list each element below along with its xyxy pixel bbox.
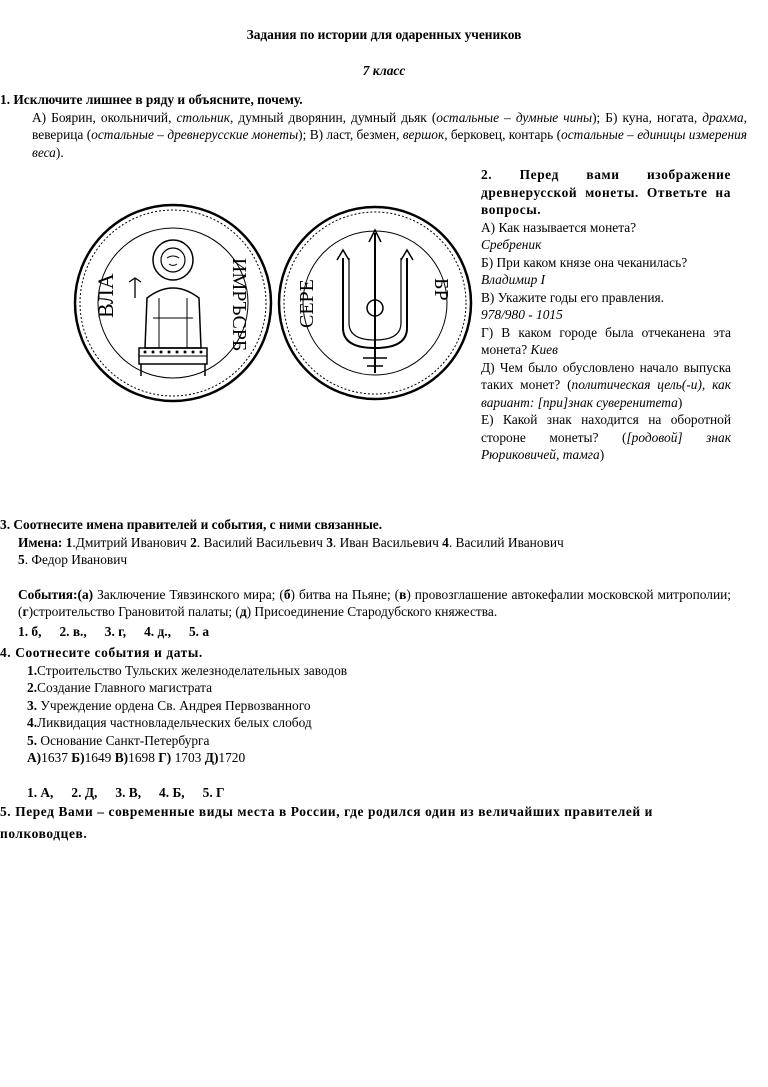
q3-name-num: 5: [18, 552, 25, 567]
q1-odd-b: драхма: [702, 109, 744, 125]
q2-d-block: [481, 324, 731, 359]
q2-f-end: ): [599, 447, 605, 462]
q1-odd-a: стольник: [176, 109, 230, 125]
q3-names: [0, 534, 731, 569]
q1-text: , веверица (: [32, 109, 747, 142]
q2-e-block: [481, 359, 731, 412]
q2-f-answer: [родовой] знак Рюриковичей, тамга: [481, 429, 731, 462]
q4-event-num: 1.: [27, 662, 38, 678]
q5-heading: 5. Перед Вами – современные виды места в России, где родился один из величайших правителей и полководцев.: [0, 804, 653, 841]
q3-heading: 3. Соотнесите имена правителей и события, с ними связанные.: [0, 517, 383, 532]
q3-event-letter: г: [22, 604, 29, 619]
q3-event-letter: д: [239, 604, 247, 619]
q2-f-block: [481, 411, 731, 464]
q4-date-letter: Б): [71, 750, 85, 765]
q4-date: 1720: [218, 750, 246, 765]
q3-name: . Иван Васильевич: [332, 534, 443, 550]
q1-body: [16, 109, 747, 162]
q4-answer: 4. Б,: [159, 784, 185, 800]
q2-f-question: Е) Какой знак находится на оборотной стороне монеты? (: [481, 412, 731, 445]
q3-name-num: 4: [442, 534, 449, 550]
q4-event-text: Строительство Тульских железноделательных заводов: [37, 662, 348, 678]
q3-name: . Василий Иванович: [448, 534, 564, 550]
q1-note-a: остальные – думные чины: [436, 109, 593, 125]
q4-event-num: 2.: [27, 680, 38, 695]
q1-heading: 1. Исключите лишнее в ряду и объясните, почему.: [0, 92, 303, 107]
q2-b-answer: Владимир I: [481, 272, 546, 287]
q1-note-c: остальные – единицы измерения веса: [32, 127, 748, 160]
q4-event-num: 4.: [27, 715, 38, 730]
q3-event-letter: б: [283, 586, 291, 602]
q4-date-letter: Д): [204, 750, 219, 765]
q3-names-label: Имена:: [18, 534, 63, 550]
q3-answer: 2. в.,: [59, 623, 87, 639]
q1-text: , думный дворянин, думный дьяк (: [230, 109, 437, 125]
q3-events: [0, 586, 731, 621]
q4-event: [27, 714, 731, 732]
coin-obverse: [75, 205, 271, 401]
q2-a-question: А) Как называется монета?: [481, 219, 637, 235]
q4-event-text: Основание Санкт-Петербурга: [37, 732, 210, 748]
coin-reverse-left-text: СЕРЕ: [296, 279, 318, 328]
q4-answer: 3. В,: [115, 784, 142, 800]
q1-text: ); В) ласт, безмен,: [298, 127, 403, 142]
q3-section: [0, 516, 731, 845]
q2-e-question: Д) Чем было обусловлено начало выпуска таких монет? (: [481, 359, 731, 392]
q1-text: А) Боярин, окольничий,: [32, 109, 177, 125]
q3-answer: 4. д.,: [144, 623, 171, 639]
q4-event-text: Создание Главного магистрата: [37, 680, 213, 695]
q1-odd-c: вершок: [402, 127, 445, 142]
q2-c-question: В) Укажите годы его правления.: [481, 289, 665, 305]
q2-e-end: ): [677, 394, 683, 410]
q3-event-letter: в: [399, 586, 407, 602]
q3-name-num: 2: [190, 534, 197, 550]
q4-event: [27, 697, 731, 715]
q3-name: . Федор Иванович: [24, 552, 128, 567]
q4-events: [0, 662, 731, 802]
q3-name: . Василий Васильевич: [196, 534, 327, 550]
coin-obverse-left-text: ВЛА: [93, 273, 118, 318]
q3-answer: 3. г,: [104, 623, 127, 639]
q4-event-text: Ликвидация частновладельческих белых слобод: [37, 715, 312, 730]
coin-obverse-right-text: ИМРЪСРБ: [228, 258, 250, 352]
q2-d-answer: Киев: [530, 342, 558, 357]
q2-heading: 2. Перед вами изображение древнерусской монеты. Ответьте на вопросы.: [481, 167, 731, 217]
q4-date: 1703: [171, 750, 205, 765]
q4-event: [27, 732, 731, 750]
q4-answer: 5. Г: [202, 784, 225, 800]
q1-text: , берковец, контарь (: [444, 127, 562, 142]
q3-events-label: События:: [18, 586, 78, 602]
q2-a-answer: Сребреник: [481, 237, 542, 252]
q4-date: 1649: [84, 750, 115, 765]
q3-event: )строительство Грановитой палаты; (: [28, 604, 240, 619]
page-title: Задания по истории для одаренных учеников: [246, 27, 522, 42]
q3-name-num: 1: [65, 534, 73, 550]
q4-answers: [27, 784, 731, 802]
q4-event-num: 5.: [27, 732, 38, 748]
q3-name-num: 3: [326, 534, 333, 550]
q3-event: ) провозглашение автокефалии московской митрополии; (: [18, 586, 732, 619]
coin-reverse-right-text: БР: [430, 278, 452, 301]
q4-answer: 1. А,: [27, 784, 54, 800]
grade-label: 7 класс: [362, 62, 406, 78]
document-page: [0, 26, 748, 841]
q4-date: 1637: [41, 750, 72, 765]
q4-event-text: Учреждение ордена Св. Андрея Первозванного: [37, 697, 311, 713]
q2-column: [481, 166, 731, 464]
q4-heading: 4. Соотнесите события и даты.: [0, 645, 203, 660]
q2-b-question: Б) При каком князе она чеканилась?: [481, 254, 688, 270]
q4-date-letter: Г): [158, 750, 172, 765]
q4-date: 1698: [128, 750, 159, 765]
q3-answer: 5. а: [188, 623, 210, 639]
q3-event: ) Присоединение Стародубского княжества.: [246, 604, 498, 619]
q1-text: ); Б) куна, ногата,: [592, 109, 703, 125]
q3-answers: [0, 623, 731, 641]
q4-date-letter: В): [114, 750, 129, 765]
q2-c-answer: 978/980 - 1015: [481, 307, 563, 322]
q4-dates: [27, 749, 731, 767]
q4-date-letter: А): [27, 750, 42, 765]
q1-note-b: остальные – древнерусские монеты: [91, 127, 299, 142]
q3-event: ) битва на Пьяне; (: [290, 586, 400, 602]
q3-event-letter: (а): [77, 586, 94, 602]
q4-answer: 2. Д,: [71, 784, 98, 800]
q2-e-answer: политическая цель(-и), как вариант: [при]знак суверенитета: [481, 377, 731, 410]
q3-answer: 1. б,: [18, 623, 42, 639]
q4-event: [27, 679, 731, 697]
q3-name: .Дмитрий Иванович: [72, 534, 191, 550]
q2-d-question: Г) В каком городе была отчеканена эта монета?: [481, 324, 731, 357]
coin-reverse: [279, 207, 471, 399]
q3-event: Заключение Тявзинского мира; (: [93, 586, 284, 602]
q4-event: [27, 662, 731, 680]
q4-event-num: 3.: [27, 697, 38, 713]
coin-illustration: [73, 198, 473, 408]
q1-text: ).: [55, 144, 64, 160]
